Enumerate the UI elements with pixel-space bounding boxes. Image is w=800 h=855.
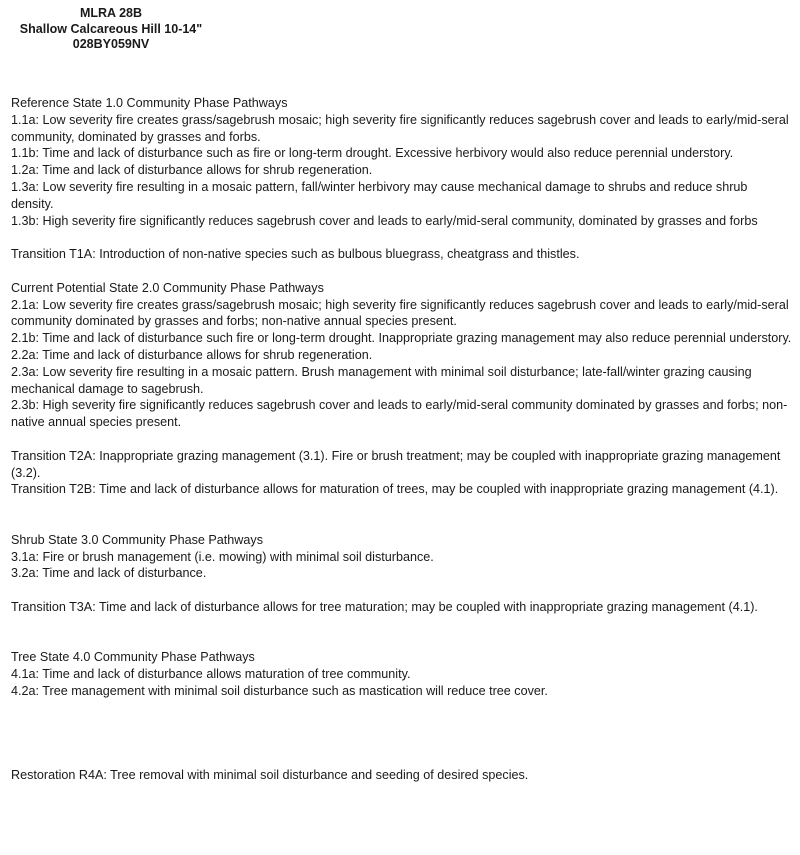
pathway-item: 2.1a: Low severity fire creates grass/sagebrush mosaic; high severity fire significantly reduces sagebrush cover and leads to early/mid-seral community dominated by grasses and forbs; non-native annual species present. [11, 297, 789, 329]
transition-t3a: Transition T3A: Time and lack of disturbance allows for tree maturation; may be coupled with inappropriate grazing management (4.1). [11, 599, 758, 614]
pathway-item: 2.3b: High severity fire significantly reduces sagebrush cover and leads to early/mid-seral community dominated by grasses and forbs; non-native annual species present. [11, 398, 788, 430]
pathway-item: 4.2a: Tree management with minimal soil disturbance such as mastication will reduce tree cover. [11, 683, 548, 698]
shrub-state-section [11, 532, 792, 582]
section-title: Shrub State 3.0 Community Phase Pathways [11, 532, 264, 547]
document-body [11, 95, 792, 784]
transitions-t2-section [11, 448, 792, 498]
mlra-label: MLRA 28B [79, 6, 143, 20]
pathway-item: 2.3a: Low severity fire resulting in a mosaic pattern. Brush management with minimal soil disturbance; late-fall/winter grazing causing mechanical damage to sagebrush. [11, 364, 752, 396]
pathway-item: 1.2a: Time and lack of disturbance allows for shrub regeneration. [11, 163, 373, 178]
pathway-item: 3.2a: Time and lack of disturbance. [11, 566, 207, 581]
restoration-r4a: Restoration R4A: Tree removal with minimal soil disturbance and seeding of desired species. [11, 767, 529, 782]
pathway-item: 4.1a: Time and lack of disturbance allows maturation of tree community. [11, 667, 411, 682]
pathway-item: 3.1a: Fire or brush management (i.e. mowing) with minimal soil disturbance. [11, 549, 434, 564]
pathway-item: 1.1a: Low severity fire creates grass/sagebrush mosaic; high severity fire significantly reduces sagebrush cover and leads to early/mid-seral community, dominated by grasses and forbs. [11, 112, 789, 144]
pathway-item: 1.3a: Low severity fire resulting in a mosaic pattern, fall/winter herbivory may cause mechanical damage to shrubs and reduce shrub density. [11, 179, 748, 211]
section-title: Reference State 1.0 Community Phase Pathways [11, 96, 288, 110]
reference-state-section [11, 95, 792, 229]
transition-t1a: Transition T1A: Introduction of non-native species such as bulbous bluegrass, cheatgrass and thistles. [11, 247, 580, 262]
pathway-item: 2.2a: Time and lack of disturbance allows for shrub regeneration. [11, 347, 373, 362]
site-name: Shallow Calcareous Hill 10-14" [19, 21, 203, 36]
transition-t2b: Transition T2B: Time and lack of disturbance allows for maturation of trees, may be coupled with inappropriate grazing management (4.1). [11, 482, 779, 497]
pathway-item: 2.1b: Time and lack of disturbance such fire or long-term drought. Inappropriate grazing management may also reduce perennial understory. [11, 331, 792, 346]
pathway-item: 1.1b: Time and lack of disturbance such as fire or long-term drought. Excessive herbivory would also reduce perennial understory. [11, 146, 734, 161]
section-title: Current Potential State 2.0 Community Phase Pathways [11, 280, 324, 295]
pathway-item: 1.3b: High severity fire significantly reduces sagebrush cover and leads to early/mid-seral community, dominated by grasses and forbs [11, 213, 758, 228]
current-state-section [11, 280, 792, 431]
transition-t2a: Transition T2A: Inappropriate grazing management (3.1). Fire or brush treatment; may be coupled with inappropriate grazing management (3.2). [11, 448, 781, 480]
document-header [0, 6, 222, 53]
tree-state-section [11, 649, 792, 699]
section-title: Tree State 4.0 Community Phase Pathways [11, 650, 255, 665]
site-id: 028BY059NV [72, 37, 150, 51]
